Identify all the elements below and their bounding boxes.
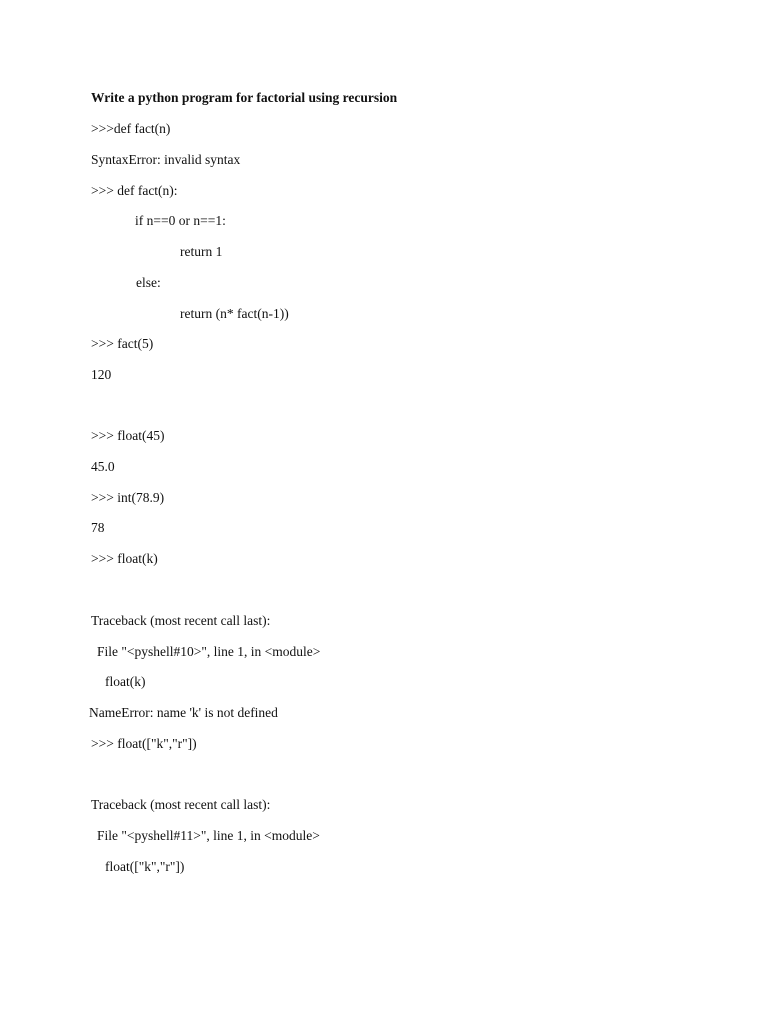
- code-line: >>> float(["k","r"]): [91, 736, 197, 751]
- traceback-line: float(["k","r"]): [105, 859, 185, 874]
- code-line: else:: [136, 275, 161, 290]
- code-line: >>> def fact(n):: [91, 183, 178, 198]
- output-line: 120: [91, 367, 112, 382]
- code-line: >>> fact(5): [91, 336, 154, 351]
- code-line: >>> int(78.9): [91, 490, 165, 505]
- traceback-line: File "<pyshell#11>", line 1, in <module>: [97, 828, 320, 843]
- code-line: return 1: [180, 244, 223, 259]
- code-line: return (n* fact(n-1)): [180, 306, 289, 321]
- code-line: if n==0 or n==1:: [135, 213, 226, 228]
- traceback-line: Traceback (most recent call last):: [91, 613, 271, 628]
- output-line: 45.0: [91, 459, 115, 474]
- traceback-line: Traceback (most recent call last):: [91, 797, 271, 812]
- output-line: 78: [91, 520, 105, 535]
- document-title: Write a python program for factorial using recursion: [91, 90, 398, 105]
- error-line: NameError: name 'k' is not defined: [89, 705, 278, 720]
- code-line: SyntaxError: invalid syntax: [91, 152, 241, 167]
- code-line: >>> float(k): [91, 551, 158, 566]
- traceback-line: File "<pyshell#10>", line 1, in <module>: [97, 644, 321, 659]
- traceback-line: float(k): [105, 674, 146, 689]
- code-line: >>>def fact(n): [91, 121, 171, 136]
- code-line: >>> float(45): [91, 428, 165, 443]
